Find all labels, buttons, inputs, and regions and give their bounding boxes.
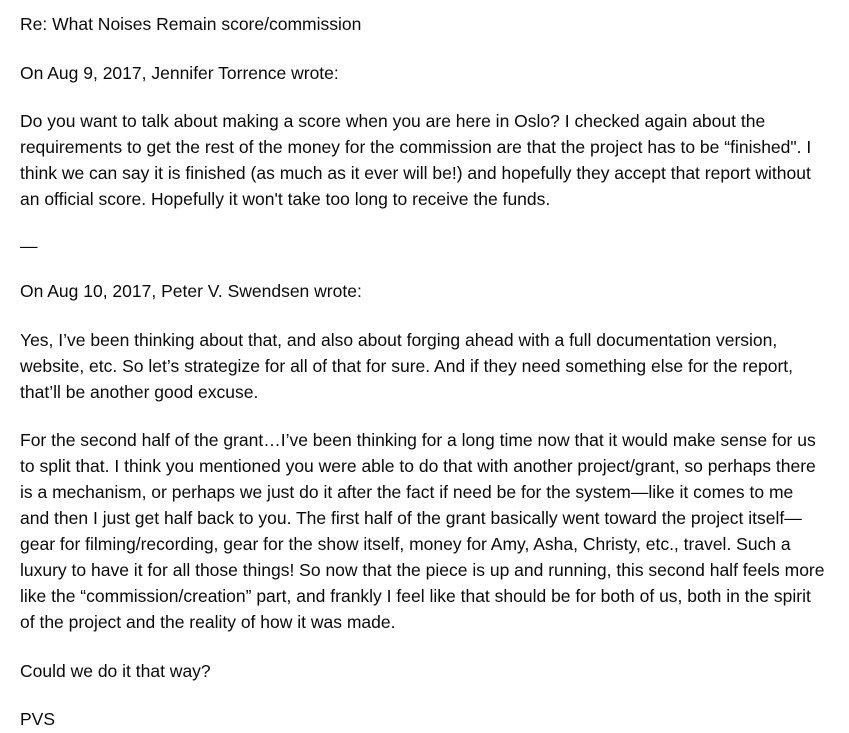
quoted-paragraph-jennifer-torrence: Do you want to talk about making a score when you are here in Oslo? I checked again about the requirements to get the rest of the money for the commission are that the project has to be “finished". I think we can say it is finished (as much as it ever will be!) and hopefully they accept that report without an official score. Hopefully it won't take too long to receive the funds. <box>20 111 812 210</box>
body-paragraph-1: Yes, I’ve been thinking about that, and also about forging ahead with a full documentation version, website, etc. So let’s strategize for all of that for sure. And if they need something else for the report, that’ll be another good excuse. <box>20 329 794 402</box>
spacer <box>20 405 827 428</box>
body-paragraph-3: Could we do it that way? <box>20 660 211 681</box>
email-subject-line: Re: What Noises Remain score/commission <box>20 14 362 34</box>
spacer <box>20 684 827 707</box>
body-paragraph-2: For the second half of the grant…I’ve been thinking for a long time now that it would make sense for us to split that. I think you mentioned you were able to do that with another project/grant, so perhaps there is a mechanism, or perhaps we just do it after the fact if need be for the system—like it comes to me and then I just get half back to you. The first half of the grant basically went toward the project itself—gear for filming/recording, gear for the show itself, money for Amy, Asha, Christy, etc., travel. Such a luxury to have it for all those things! So now that the piece is up and running, this second half feels more like the “commission/creation” part, and frankly I feel like that should be for both of us, both in the spirit of the project and the reality of how it was made. <box>20 430 825 632</box>
spacer <box>20 38 827 61</box>
spacer <box>20 213 827 236</box>
spacer <box>20 86 827 109</box>
quote-attribution-jennifer-torrence: On Aug 9, 2017, Jennifer Torrence wrote: <box>20 62 339 83</box>
quote-separator: — <box>20 236 38 256</box>
spacer <box>20 257 827 279</box>
spacer <box>20 636 827 659</box>
spacer <box>20 305 827 328</box>
quote-attribution-peter-swendsen: On Aug 10, 2017, Peter V. Swendsen wrote: <box>20 281 362 301</box>
signature: PVS <box>20 709 56 730</box>
